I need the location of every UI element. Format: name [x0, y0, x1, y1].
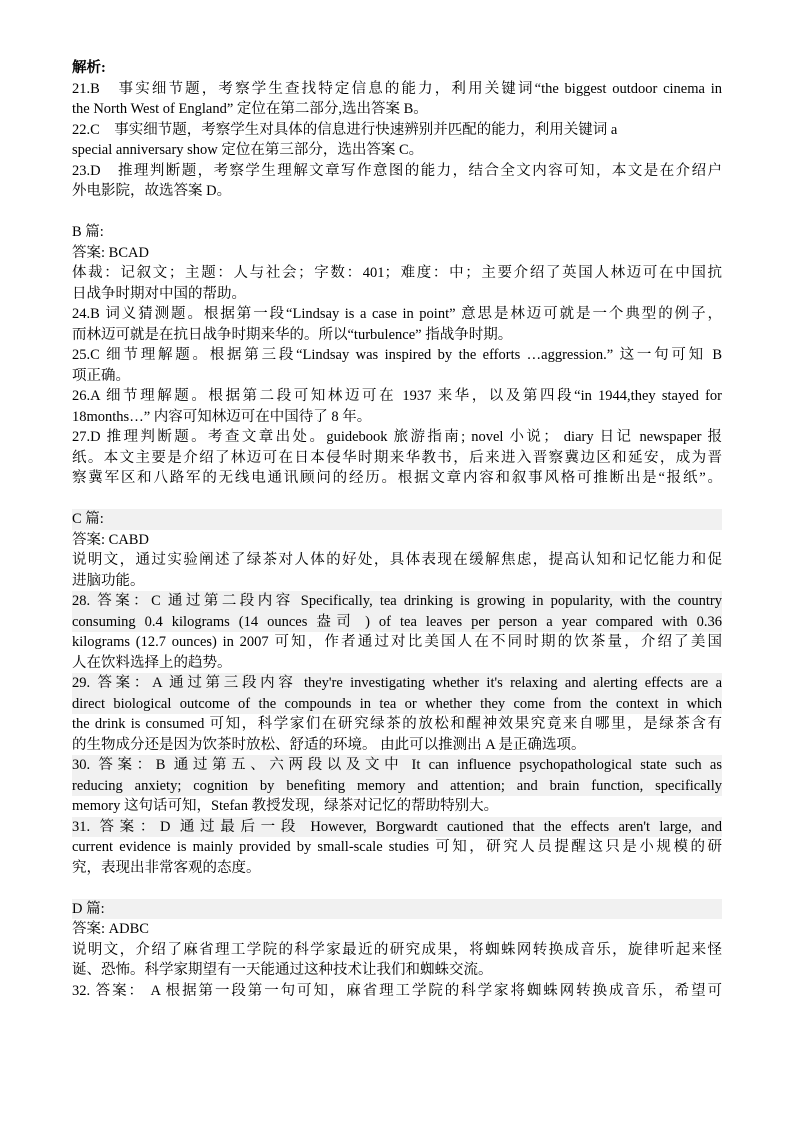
text-line: 25.C 细节理解题。根据第三段“Lindsay was inspired by the efforts …aggression.” 这一句可知 B — [72, 347, 722, 363]
text-line: 答案: BCAD — [72, 244, 149, 261]
text-line: 说明文，介绍了麻省理工学院的科学家最近的研究成果，将蜘蛛网转换成音乐，旋律听起来怪 — [72, 941, 722, 958]
text-line: kilograms (12.7 ounces) in 2007 可知，作者通过对比美国人在不同时期的饮茶量，介绍了美国 — [72, 634, 722, 650]
text-line: 体裁：记叙文；主题：人与社会；字数：401；难度：中；主要介绍了英国人林迈可在中国抗 — [72, 265, 722, 281]
text-line: current evidence is mainly provided by small-scale studies 可知，研究人员提醒这只是小规模的研 — [72, 839, 722, 855]
text-line: B 篇: — [72, 224, 104, 240]
document-body — [72, 79, 722, 1002]
text-line: 人在饮料选择上的趋势。 — [72, 654, 232, 671]
text-line: 日战争时期对中国的帮助。 — [72, 285, 246, 302]
text-line: 察冀军区和八路军的无线电通讯顾问的经历。根据文章内容和叙事风格可推断出是“报纸”。 — [72, 470, 722, 486]
text-line: 29. 答案：A 通过第三段内容 they're investigating whether it's relaxing and alerting effects are a — [72, 673, 722, 694]
blank-line — [72, 489, 722, 510]
text-line: 诞、恐怖。科学家期望有一天能通过这种技术让我们和蜘蛛交流。 — [72, 962, 493, 978]
analysis-heading: 解析: — [72, 60, 106, 76]
text-line: 27.D 推理判断题。考查文章出处。guidebook 旅游指南; novel 小说； diary 日记 newspaper 报 — [72, 429, 722, 445]
text-line: 26.A 细节理解题。根据第二段可知林迈可在 1937 来华，以及第四段“in 1944,they stayed for — [72, 388, 722, 404]
text-line: reducing anxiety; cognition by benefiting memory and attention; and brain function, specifically — [72, 776, 722, 797]
text-line: C 篇: — [72, 509, 722, 530]
text-line: direct biological outcome of the compounds in tea or whether they come from the context in which — [72, 694, 722, 715]
text-line: the drink is consumed 可知，科学家们在研究绿茶的放松和醒神效果究竟来自哪里，是绿茶含有 — [72, 716, 722, 732]
text-line: 项正确。 — [72, 367, 130, 384]
text-line: special anniversary show 定位在第三部分，选出答案 C。 — [72, 142, 424, 158]
text-line: 22.C 事实细节题，考察学生对具体的信息进行快速辨别并匹配的能力，利用关键词 a — [72, 121, 618, 138]
text-line: D 篇: — [72, 899, 722, 920]
text-line: 答案: CABD — [72, 531, 149, 548]
text-line: 而林迈可就是在抗日战争时期来华的。所以“turbulence” 指战争时期。 — [72, 326, 513, 343]
text-line: memory 这句话可知，Stefan 教授发现，绿茶对记忆的帮助特别大。 — [72, 798, 499, 814]
text-line: 的生物成分还是因为饮茶时放松、舒适的环境。 由此可以推测出 A 是正确选项。 — [72, 736, 586, 753]
text-line: 21.B 事实细节题，考察学生查找特定信息的能力，利用关键词“the biggest outdoor cinema in — [72, 80, 722, 97]
blank-line — [72, 878, 722, 899]
text-line: the North West of England” 定位在第二部分,选出答案 B。 — [72, 101, 428, 117]
document-page — [72, 58, 722, 1001]
blank-line — [72, 202, 722, 223]
text-line: 30. 答案：B 通过第五、六两段以及文中 It can influence psychopathological state such as — [72, 755, 722, 776]
text-line: 纸。本文主要是介绍了林迈可在日本侵华时期来华教书，后来进入晋察冀边区和延安，成为晋 — [72, 449, 722, 466]
text-line: 31. 答案：D 通过最后一段 However, Borgwardt cautioned that the effects aren't large, and — [72, 817, 722, 838]
text-line: 外电影院，故选答案 D。 — [72, 183, 232, 199]
text-line: 28. 答案：C 通过第二段内容 Specifically, tea drinking is growing in popularity, with the country — [72, 591, 722, 612]
text-line: 说明文，通过实验阐述了绿茶对人体的好处，具体表现在缓解焦虑，提高认知和记忆能力和促 — [72, 552, 722, 568]
text-line: 答案: ADBC — [72, 921, 149, 937]
text-line: 进脑功能。 — [72, 572, 145, 589]
text-line: consuming 0.4 kilograms (14 ounces 盎司 ) of tea leaves per person a year compared with 0.36 — [72, 612, 722, 633]
text-line: 究，表现出非常客观的态度。 — [72, 859, 261, 876]
text-line: 23.D 推理判断题，考察学生理解文章写作意图的能力，结合全文内容可知，本文是在介绍户 — [72, 162, 722, 179]
text-line: 32. 答案： A 根据第一段第一句可知，麻省理工学院的科学家将蜘蛛网转换成音乐，希望可 — [72, 982, 722, 999]
text-line: 18months…” 内容可知林迈可在中国待了 8 年。 — [72, 408, 372, 425]
text-line: 24.B 词义猜测题。根据第一段“Lindsay is a case in point” 意思是林迈可就是一个典型的例子， — [72, 306, 722, 322]
